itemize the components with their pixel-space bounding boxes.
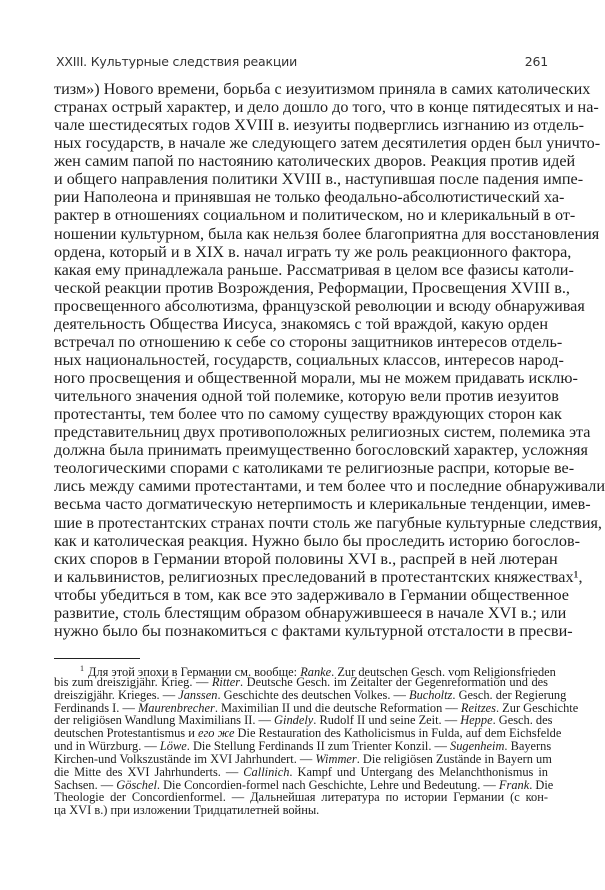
footnote-text: . Gesch. der Regierung <box>452 687 567 702</box>
author-name: Wimmer <box>315 751 357 766</box>
footnote-text: der religiösen Wandlung Maximilians II. — <box>54 713 275 728</box>
footnote-marker: 1 <box>80 664 84 673</box>
text-line: протестанты, тем более что по самому существу враждующих сторон как <box>54 405 562 424</box>
text-line: чтобы убедиться в том, как все это задерживало в Германии общественное <box>54 585 569 604</box>
author-name: Janssen <box>178 687 218 702</box>
author-name: Frank <box>498 777 530 792</box>
footnote-text: . Geschichte des deutschen Volkes. — <box>217 687 410 702</box>
text-line: и кальвинистов, религиозных преследований в протестантских княжествах¹, <box>54 567 583 586</box>
text-line: лись между самими протестантами, и тем более что и последние обнаруживали <box>54 477 605 496</box>
page-number: 261 <box>524 54 548 69</box>
chapter-title: XXIII. Культурные следствия реакции <box>56 54 298 69</box>
author-name: Ritter <box>211 674 241 689</box>
footnote-text: Theologie der Concordienformel. — Дальнейшая литература по истории Германии (с кон- <box>54 790 548 805</box>
text-line: рии Наполеона и принявшая не только феодально-абсолютистический ха- <box>54 188 565 207</box>
author-name: его же <box>197 726 235 741</box>
text-line: ордена, который и в XIX в. начал играть ту же роль реакционного фактора, <box>54 242 572 261</box>
text-line: теологическими спорами с католиками те религиозные распри, которые ве- <box>54 459 575 478</box>
footnote-text: Kirchen-und Volkszustände im XVI Jahrhundert. — <box>54 751 316 766</box>
text-line: рактер в отношениях социальном и политическом, но и клерикальный в от- <box>54 206 576 225</box>
author-name: Maurenbrecher <box>137 700 215 715</box>
text-line: должна была принимать преимущественно богословский характер, усложняя <box>54 441 588 460</box>
author-name: Heppe <box>460 713 493 728</box>
text-line: чительного значения одной той полемике, которую вели против иезуитов <box>54 387 559 406</box>
text-line: жен самим папой по настоянию католических дворов. Реакция против идей <box>54 152 576 171</box>
text-line: встречал по отношению к себе со стороны защитников интересов отдель- <box>54 332 563 351</box>
text-line: ских споров в Германии второй половины XVI в., распрей в ней лютеран <box>54 549 558 568</box>
footnote-text: Для этой эпохи в Германии см. вообще: <box>88 665 301 679</box>
text-line: странах острый характер, и дело дошло до того, что в конце пятидесятых и на- <box>54 98 599 117</box>
footnote-text: . Bayerns <box>504 739 552 754</box>
footnote-text: . Zur deutschen Gesch. vom Religionsfrieden <box>331 665 556 679</box>
footnote-text: . Gesch. des <box>492 713 553 728</box>
footnote-text: die Mitte des XVI Jahrhunderts. — <box>54 764 244 779</box>
text-line: нужно было бы познакомиться с фактами культурной отсталости в пресви- <box>54 621 573 640</box>
text-line: просвещенного абсолютизма, французской революции и всюду обнаруживая <box>54 296 585 315</box>
author-name: Gindely <box>274 713 314 728</box>
footnote-text: . Die Concordien-formel nach Geschichte, Lehre und Bedeutung. — <box>156 777 499 792</box>
body-text <box>54 80 605 640</box>
text-line: чале шестидесятых годов XVIII в. иезуиты подверглись изгнанию из отдель- <box>54 116 585 135</box>
text-line: ношении культурном, была как нельзя более благоприятна для восстановления <box>54 224 600 243</box>
footnote-text: . Deutsche Gesch. im Zeitalter der Gegenreformation und des <box>240 674 548 689</box>
footnote-text: und in Würzburg. — <box>54 739 160 754</box>
text-line: какая ему принадлежала раньше. Рассматривая в целом все фазисы католи- <box>54 260 574 279</box>
text-line: ческой реакции против Возрождения, Реформации, Просвещения XVIII в., <box>54 278 570 297</box>
footnote-text: . Die Stellung Ferdinands II zum Trienter Konzil. — <box>186 739 451 754</box>
footnote-text: Ferdinands I. — <box>54 700 138 715</box>
author-name: Ranke <box>300 665 332 679</box>
footnote-text: deutschen Protestantismus и <box>54 726 198 741</box>
footnote-separator <box>54 658 140 659</box>
text-line: развитие, столь блестящим образом обнаружившееся в начале XVI в.; или <box>54 603 567 622</box>
text-line: весьма часто догматическую нетерпимость и клерикальные тенденции, имев- <box>54 495 591 514</box>
footnote-text: ца XVI в.) при изложении Тридцатилетней войны. <box>54 803 320 818</box>
author-name: Löwe <box>159 739 187 754</box>
author-name: Reitzes <box>460 700 496 715</box>
text-line: деятельность Общества Иисуса, знакомясь с той враждой, какую орден <box>54 314 548 333</box>
footnote-text: Sachsen. — <box>54 777 117 792</box>
footnote-text: . Rudolf II und seine Zeit. — <box>313 713 461 728</box>
author-name: Bucholtz <box>409 687 453 702</box>
text-line: представительниц двух противоположных религиозных систем, полемика эта <box>54 423 591 442</box>
text-line: шие в протестантских странах почти столь же пагубные культурные следствия, <box>54 513 602 532</box>
text-line: тизм») Нового времени, борьба с иезуитизмом приняла в самих католических <box>54 80 591 98</box>
footnote-text: . Maximilian II und die deutsche Reformation — <box>214 700 461 715</box>
text-line: ных государств, в начале же следующего затем десятилетия орден был уничто- <box>54 134 601 153</box>
text-line: ного просвещения и общественной морали, мы не можем придавать исклю- <box>54 369 578 387</box>
running-header <box>56 54 548 72</box>
footnote-text: . Zur Geschichte <box>495 700 579 715</box>
text-line: ных национальностей, государств, социальных классов, интересов народ- <box>54 350 564 369</box>
footnotes <box>54 663 579 818</box>
text-line: и общего направления политики XVIII в., наступившая после падения импе- <box>54 170 584 189</box>
footnote-text: . Kampf und Untergang des Melanchthonismus in <box>289 764 548 779</box>
footnote-text: dreiszigjähr. Krieges. — <box>54 687 179 702</box>
author-name: Callinich <box>243 764 290 779</box>
footnote-text: Die Restauration des Katholicismus in Fulda, auf dem Eichsfelde <box>234 726 562 741</box>
text-line: как и католическая реакция. Нужно было бы проследить историю богослов- <box>54 531 580 550</box>
footnote-line <box>54 804 548 817</box>
author-name: Göschel <box>116 777 157 792</box>
footnote-text: . Die religiösen Zustände in Bayern um <box>356 751 552 766</box>
author-name: Sugenheim <box>450 739 505 754</box>
footnote-text: . Die <box>529 777 554 792</box>
footnote-text: bis zum dreiszigjähr. Krieg. — <box>54 674 212 689</box>
